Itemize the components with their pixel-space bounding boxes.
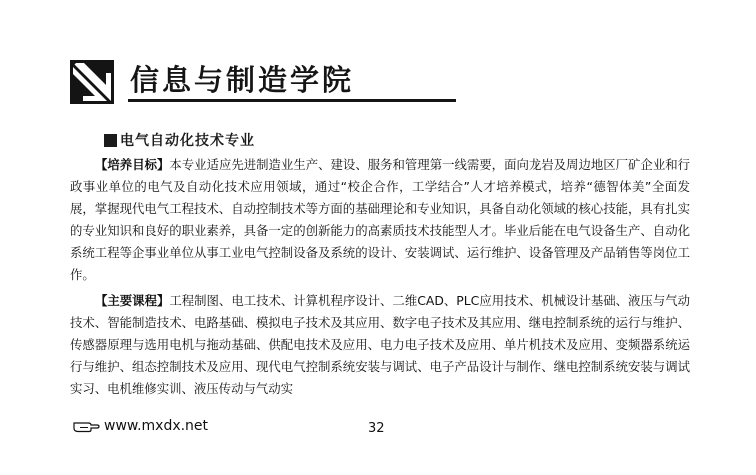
college-title: 信息与制造学院 (130, 63, 355, 97)
major-title: 电气自动化技术专业 (120, 133, 255, 149)
arrow-down-right-icon (70, 60, 114, 104)
page-number: 32 (368, 421, 385, 436)
website-url[interactable]: www.mxdx.net (104, 418, 209, 434)
section-header (70, 60, 390, 104)
square-bullet-icon (104, 134, 117, 147)
pointing-hand-icon (72, 419, 100, 433)
main-courses-text: 工程制图、电工技术、计算机程序设计、二维CAD、PLC应用技术、机械设计基础、液压与气动技术、智能制造技术、电路基础、模拟电子技术及其应用、数字电子技术及其应用、继电控制系统的运行与维护、传感器原理与选用电机与拖动基础、供配电技术及应用、电力电子技术及应用、单片机技术及应用、变频器系统运行与维护、组态控制技术及应用、现代电气控制系统安装与调试、电子产品设计与制作、继电控制系统安装与调试实习、电机维修实训、液压传动与气动实 (70, 293, 690, 396)
training-goal-text: 本专业适应先进制造业生产、建设、服务和管理第一线需要，面向龙岩及周边地区厂矿企业和行政事业单位的电气及自动化技术应用领域，通过“校企合作，工学结合”人才培养模式，培养“德智体美”全面发展，掌握现代电气工程技术、自动控制技术等方面的基础理论和专业知识，具备自动化领域的核心技能，具有扎实的专业知识和良好的职业素养，具备一定的创新能力的高素质技术技能型人才。毕业后能在电气设备生产、自动化系统工程等企事业单位从事工业电气控制设备及系统的设计、安装调试、运行维护、设备管理及产品销售等岗位工作。 (70, 157, 691, 282)
footer-website (72, 416, 208, 436)
major-heading (104, 130, 255, 150)
training-goal-paragraph (70, 154, 690, 286)
training-goal-label: 【培养目标】 (95, 157, 170, 172)
main-courses-paragraph (70, 290, 690, 400)
title-underline (128, 99, 456, 102)
main-courses-label: 【主要课程】 (95, 293, 170, 308)
